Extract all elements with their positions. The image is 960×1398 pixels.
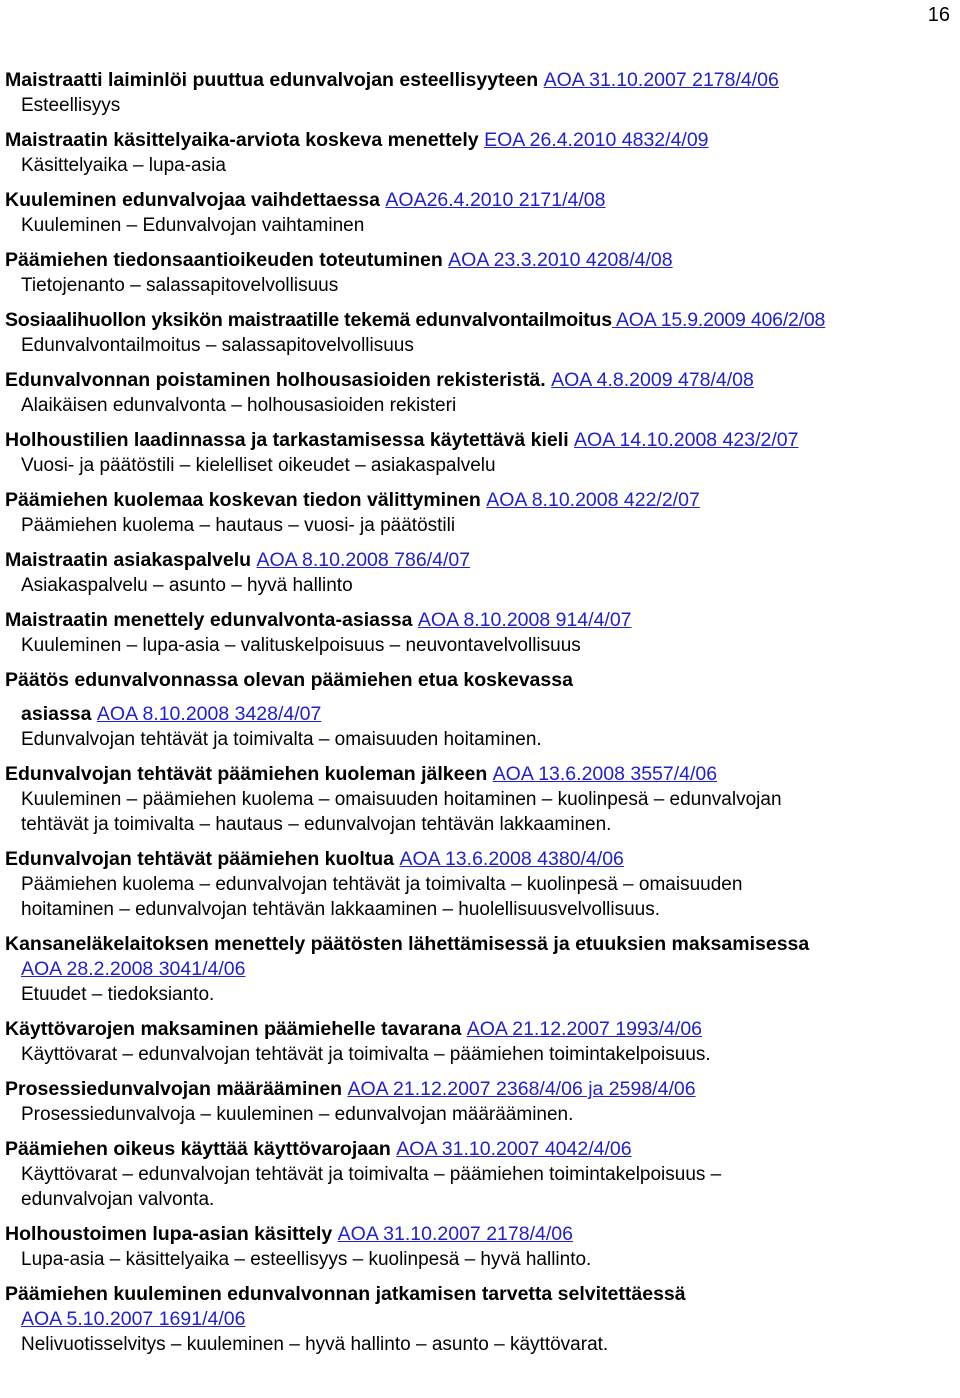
entry-keywords: Kuuleminen – lupa-asia – valituskelpoisuus – neuvontavelvollisuus — [21, 635, 581, 656]
entry-keywords: Etuudet – tiedoksianto. — [21, 984, 215, 1005]
entry-title: Päämiehen tiedonsaantioikeuden toteutuminen — [5, 249, 443, 271]
entry-keywords: Vuosi- ja päätöstili – kielelliset oikeudet – asiakaspalvelu — [21, 455, 496, 476]
entry-title: Päämiehen kuuleminen edunvalvonnan jatkamisen tarvetta selvitettäessä — [5, 1283, 686, 1305]
entry-keywords: Kuuleminen – Edunvalvojan vaihtaminen — [21, 215, 365, 236]
entry-link[interactable]: AOA 13.6.2008 4380/4/06 — [399, 848, 624, 870]
entry-keywords: Käsittelyaika – lupa-asia — [21, 155, 226, 176]
entry — [0, 608, 960, 658]
entry-title: Maistraatin käsittelyaika-arviota koskeva menettely — [5, 129, 479, 151]
entry — [0, 1017, 960, 1067]
entry-keywords: Lupa-asia – käsittelyaika – esteellisyys – kuolinpesä – hyvä hallinto. — [21, 1249, 592, 1270]
entry-title: Holhoustoimen lupa-asian käsittely — [5, 1223, 333, 1245]
entry-title: Maistraatin asiakaspalvelu — [5, 549, 252, 571]
page-number: 16 — [927, 4, 950, 26]
entry-link[interactable]: AOA 14.10.2008 423/2/07 — [574, 429, 799, 451]
document-entries — [0, 68, 960, 1367]
entry — [0, 368, 960, 418]
entry — [0, 932, 960, 1007]
entry-title: Edunvalvojan tehtävät päämiehen kuoltua — [5, 848, 395, 870]
entry-link[interactable]: AOA 28.2.2008 3041/4/06 — [21, 958, 246, 980]
entry-keywords: Edunvalvojan tehtävät ja toimivalta – omaisuuden hoitaminen. — [21, 729, 542, 750]
entry-link[interactable]: AOA 4.8.2009 478/4/08 — [551, 369, 754, 391]
entry-keywords: Esteellisyys — [21, 95, 121, 116]
entry-link[interactable]: AOA 8.10.2008 914/4/07 — [417, 609, 632, 631]
entry — [0, 128, 960, 178]
entry — [0, 308, 960, 358]
entry — [0, 762, 960, 837]
entry — [0, 1077, 960, 1127]
entry — [0, 668, 960, 752]
entry-link[interactable]: AOA 23.3.2010 4208/4/08 — [448, 249, 673, 271]
entry-keywords: Kuuleminen – päämiehen kuolema – omaisuuden hoitaminen – kuolinpesä – edunvalvojan — [21, 789, 782, 810]
entry-link[interactable]: AOA 8.10.2008 3428/4/07 — [96, 703, 322, 725]
entry-link[interactable]: AOA 21.12.2007 1993/4/06 — [466, 1018, 703, 1040]
entry-link[interactable]: AOA 8.10.2008 422/2/07 — [486, 489, 700, 511]
entry-keywords: Päämiehen kuolema – hautaus – vuosi- ja päätöstili — [21, 515, 456, 536]
entry-link[interactable]: AOA 13.6.2008 3557/4/06 — [492, 763, 718, 785]
entry-link[interactable]: AOA26.4.2010 2171/4/08 — [385, 189, 606, 211]
entry-title: Holhoustilien laadinnassa ja tarkastamisessa käytettävä kieli — [5, 429, 569, 451]
entry — [0, 248, 960, 298]
entry-keywords: Käyttövarat – edunvalvojan tehtävät ja toimivalta – päämiehen toimintakelpoisuus. — [21, 1044, 711, 1065]
entry-title-continued: asiassa — [21, 703, 92, 725]
entry — [0, 68, 960, 118]
entry-link[interactable]: AOA 15.9.2009 406/2/08 — [611, 309, 826, 331]
entry-link[interactable]: AOA 31.10.2007 2178/4/06 — [337, 1223, 573, 1245]
entry-title: Päämiehen kuolemaa koskevan tiedon välittyminen — [5, 489, 481, 511]
entry-link[interactable]: AOA 8.10.2008 786/4/07 — [256, 549, 471, 571]
entry — [0, 188, 960, 238]
entry-link[interactable]: AOA 31.10.2007 4042/4/06 — [396, 1138, 632, 1160]
entry-keywords: Nelivuotisselvitys – kuuleminen – hyvä hallinto – asunto – käyttövarat. — [21, 1334, 609, 1355]
entry-keywords: Alaikäisen edunvalvonta – holhousasioiden rekisteri — [21, 395, 457, 416]
entry-keywords: Edunvalvontailmoitus – salassapitovelvollisuus — [21, 335, 414, 356]
entry-keywords: Asiakaspalvelu – asunto – hyvä hallinto — [21, 575, 353, 596]
entry-link[interactable]: AOA 21.12.2007 2368/4/06 ja 2598/4/06 — [347, 1078, 696, 1100]
entry-keywords: Tietojenanto – salassapitovelvollisuus — [21, 275, 339, 296]
entry — [0, 428, 960, 478]
entry — [0, 1282, 960, 1357]
entry-title: Prosessiedunvalvojan määrääminen — [5, 1078, 343, 1100]
entry — [0, 548, 960, 598]
entry-keywords: tehtävät ja toimivalta – hautaus – edunvalvojan tehtävän lakkaaminen. — [21, 814, 612, 835]
entry-title: Edunvalvonnan poistaminen holhousasioiden rekisteristä. — [5, 369, 546, 391]
entry-title: Päätös edunvalvonnassa olevan päämiehen etua koskevassa — [5, 669, 573, 691]
entry-keywords: Käyttövarat – edunvalvojan tehtävät ja toimivalta – päämiehen toimintakelpoisuus – — [21, 1164, 722, 1185]
entry-keywords: Päämiehen kuolema – edunvalvojan tehtävät ja toimivalta – kuolinpesä – omaisuuden — [21, 874, 743, 895]
entry — [0, 1137, 960, 1212]
entry-keywords: hoitaminen – edunvalvojan tehtävän lakkaaminen – huolellisuusvelvollisuus. — [21, 899, 661, 920]
entry-title: Kansaneläkelaitoksen menettely päätösten lähettämisessä ja etuuksien maksamisessa — [5, 933, 810, 955]
entry-keywords: Prosessiedunvalvoja – kuuleminen – edunvalvojan määrääminen. — [21, 1104, 574, 1125]
entry-link[interactable]: EOA 26.4.2010 4832/4/09 — [484, 129, 709, 151]
entry — [0, 488, 960, 538]
entry-title: Päämiehen oikeus käyttää käyttövarojaan — [5, 1138, 391, 1160]
entry-link[interactable]: AOA 5.10.2007 1691/4/06 — [21, 1308, 246, 1330]
entry — [0, 1222, 960, 1272]
entry-title: Edunvalvojan tehtävät päämiehen kuoleman jälkeen — [5, 763, 488, 785]
entry-title: Käyttövarojen maksaminen päämiehelle tavarana — [5, 1018, 462, 1040]
entry-title: Sosiaalihuollon yksikön maistraatille tekemä edunvalvontailmoitus — [5, 309, 612, 331]
entry-link[interactable]: AOA 31.10.2007 2178/4/06 — [543, 69, 779, 91]
entry-keywords: edunvalvojan valvonta. — [21, 1189, 215, 1210]
entry-title: Kuuleminen edunvalvojaa vaihdettaessa — [5, 189, 380, 211]
entry-title: Maistraatti laiminlöi puuttua edunvalvojan esteellisyyteen — [5, 69, 539, 91]
entry — [0, 847, 960, 922]
entry-title: Maistraatin menettely edunvalvonta-asiassa — [5, 609, 413, 631]
